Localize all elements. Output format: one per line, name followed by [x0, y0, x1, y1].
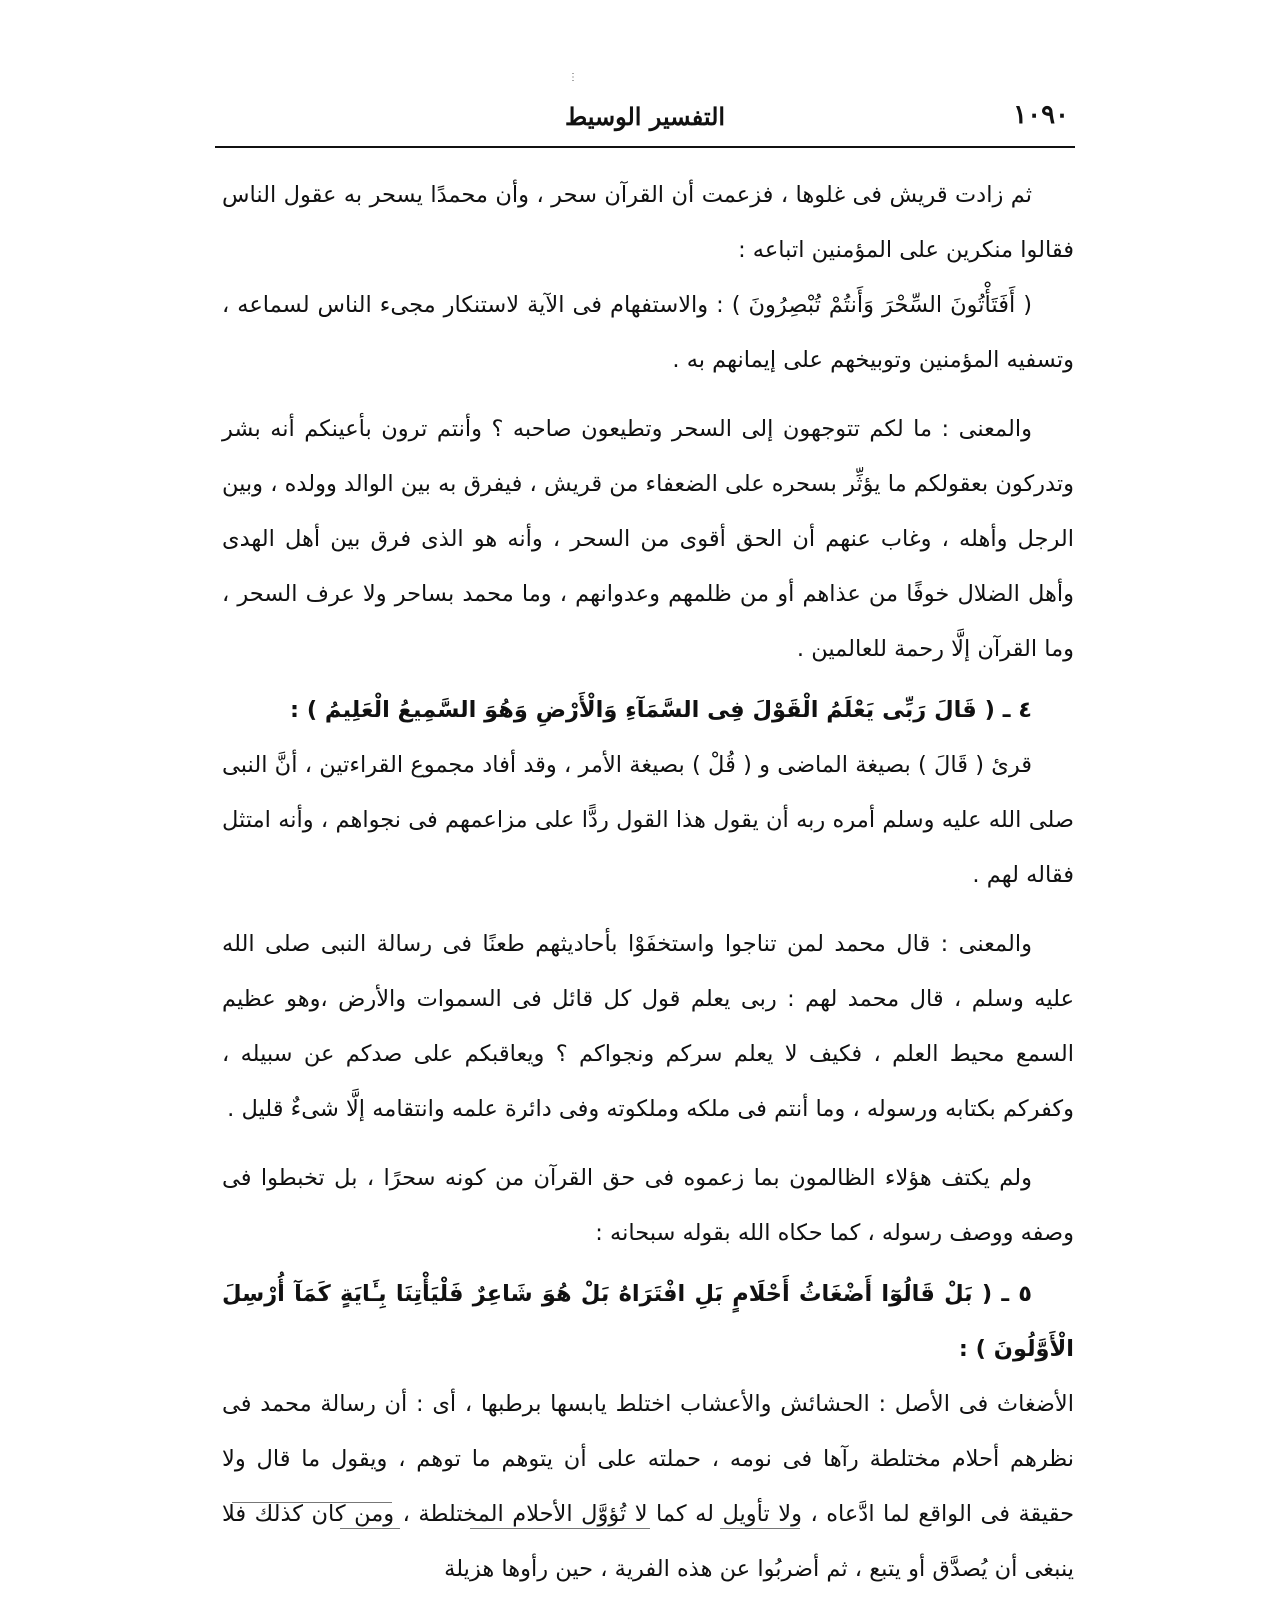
- paragraph-readings: قرئ ( قَالَ ) بصيغة الماضى و ( قُلْ ) بصيغة الأمر ، وقد أفاد مجموع القراءتين ، أنَّ النبى صلى الله عليه وسلم أمره ربه أن يقول هذا القول ردًّا على مزاعمهم فى نجواهم ، وأنه امتثل فقاله لهم .: [222, 752, 1074, 888]
- page-header: [215, 96, 1075, 148]
- verse-5-heading: ٥ ـ ( بَلْ قَالُوٓا أَضْغَاثُ أَحْلَامٍ بَلِ افْتَرَاهُ بَلْ هُوَ شَاعِرٌ فَلْيَأْتِنَا بِـَٔايَةٍ كَمَآ أُرْسِلَ الْأَوَّلُونَ ) :: [222, 1281, 1074, 1362]
- paragraph-verse-commentary: ( أَفَتَأْتُونَ السِّحْرَ وَأَنتُمْ تُبْصِرُونَ ) : والاستفهام فى الآية لاستنكار مجىء الناس لسماعه ، وتسفيه المؤمنين وتوبيخهم على إيمانهم به .: [222, 292, 1074, 373]
- top-dot-mark: ⋮: [568, 72, 578, 83]
- running-title: التفسير الوسيط: [564, 102, 726, 131]
- page-number: ١٠٩٠: [1013, 100, 1069, 130]
- paragraph-transition: ولم يكتف هؤلاء الظالمون بما زعموه فى حق القرآن من كونه سحرًا ، بل تخبطوا فى وصفه ووصف رسوله ، كما حكاه الله بقوله سبحانه :: [222, 1165, 1074, 1246]
- paragraph-meaning-2: والمعنى : قال محمد لمن تناجوا واستخفَوْا بأحاديثهم طعنًا فى رسالة النبى صلى الله عليه وسلم ، قال محمد لهم : ربى يعلم قول كل قائل فى السموات والأرض ،وهو عظيم السمع محيط العلم ، فكيف لا يعلم سركم ونجواكم ؟ ويعاقبكم على صدكم عن سبيله ، وكفركم بكتابه ورسوله ، وما أنتم فى ملكه وملكوته وفى دائرة علمه وانتقامه إلَّا شىءٌ قليل .: [222, 931, 1074, 1122]
- verse-4-heading: ٤ ـ ( قَالَ رَبِّى يَعْلَمُ الْقَوْلَ فِى السَّمَآءِ وَالْأَرْضِ وَهُوَ السَّمِيعُ الْعَلِيمُ ) :: [289, 697, 1032, 723]
- footer-rule: [720, 1528, 800, 1529]
- page-body: [222, 168, 1074, 1597]
- footer-rule: [470, 1528, 650, 1529]
- paragraph-adghath: الأضغاث فى الأصل : الحشائش والأعشاب اختلط يابسها برطبها ، أى : أن رسالة محمد فى نظرهم أحلام مختلطة رآها فى نومه ، حملته على أن يتوهم ما توهم ، ويقول ما قال ولا حقيقة فى الواقع لما ادَّعاه ، ولا تأويل له كما لا تُؤوَّل الأحلام المختلطة ، ومن كان كذلك فلا ينبغى أن يُصدَّق أو يتبع ، ثم أضربُوا عن هذه الفرية ، حين رأوها هزيلة: [222, 1391, 1074, 1582]
- footer-rule: [232, 1502, 392, 1503]
- footer-rule: [340, 1528, 400, 1529]
- paragraph-intro: ثم زادت قريش فى غلوها ، فزعمت أن القرآن سحر ، وأن محمدًا يسحر به عقول الناس فقالوا منكرين على المؤمنين اتباعه :: [222, 182, 1074, 263]
- paragraph-meaning-1: والمعنى : ما لكم تتوجهون إلى السحر وتطيعون صاحبه ؟ وأنتم ترون بأعينكم أنه بشر وتدركون بعقولكم ما يؤثِّر بسحره على الضعفاء من قريش ، فيفرق به بين الوالد وولده ، وبين الرجل وأهله ، وغاب عنهم أن الحق أقوى من السحر ، وأنه هو الذى فرق بين أهل الهدى وأهل الضلال خوفًا من عذاهم أو من ظلمهم وعدوانهم ، وما محمد بساحر ولا عرف السحر ، وما القرآن إلَّا رحمة للعالمين .: [222, 416, 1074, 662]
